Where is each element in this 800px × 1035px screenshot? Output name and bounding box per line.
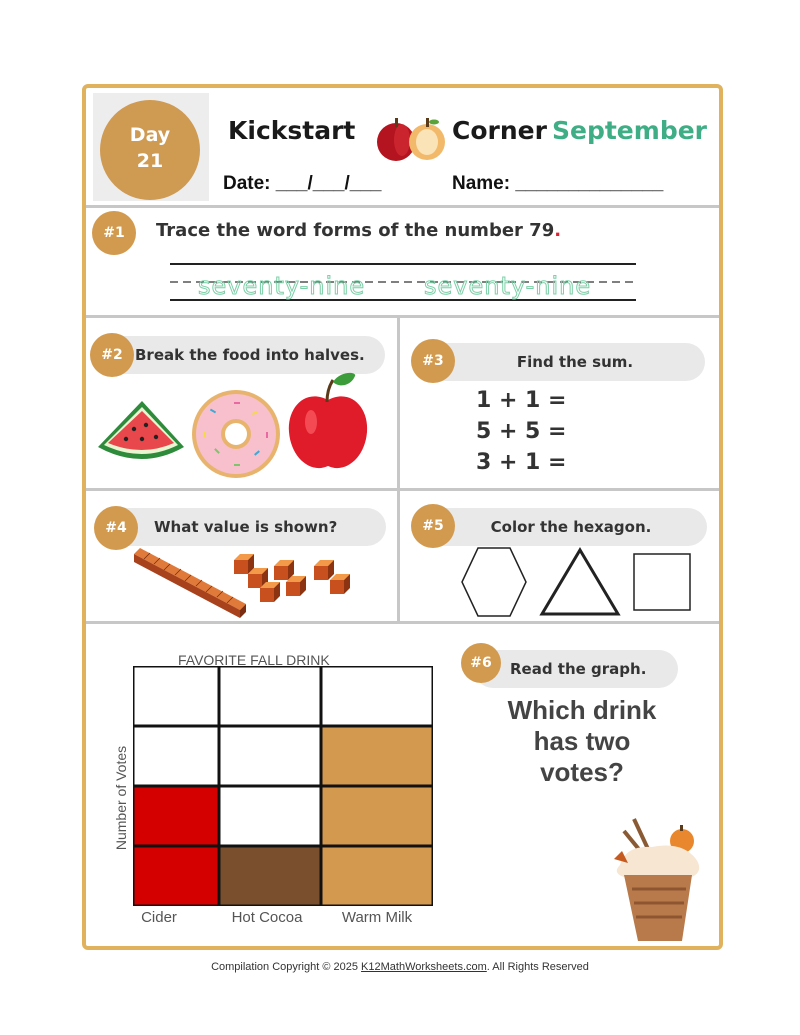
bar-chart — [133, 666, 433, 906]
question-line: votes? — [540, 757, 624, 787]
question-line: Which drink — [507, 695, 657, 725]
bar-cell-warm-milk — [321, 846, 433, 906]
q1-badge: #1 — [92, 211, 136, 255]
base-ten-blocks — [130, 546, 360, 618]
q6-badge: #6 — [461, 643, 501, 683]
q1-prompt-text: Trace the word forms of the number 79 — [156, 220, 555, 241]
day-badge — [100, 100, 200, 200]
date-field[interactable]: Date: ___/___/___ — [223, 173, 382, 194]
trace-word-1[interactable]: seventy-nine — [198, 272, 366, 300]
y-axis-label: Number of Votes — [113, 745, 129, 851]
apple-icon — [372, 114, 448, 164]
hexagon-shape[interactable] — [462, 548, 526, 616]
divider — [397, 318, 400, 621]
footer-link[interactable]: K12MathWorksheets.com — [361, 961, 487, 973]
sum-problem-3: 3 + 1 = — [476, 450, 567, 475]
q6-prompt: Read the graph. — [474, 650, 678, 688]
latte-drink-icon — [612, 815, 704, 945]
q1-prompt — [156, 220, 561, 241]
sum-problem-1: 1 + 1 = — [476, 388, 567, 413]
divider — [86, 488, 719, 491]
bar-cell-warm-milk — [321, 726, 433, 786]
bar-cell-warm-milk — [321, 786, 433, 846]
name-field[interactable]: Name: ______________ — [452, 173, 664, 194]
title-kickstart: Kickstart — [228, 116, 356, 145]
q1-prompt-end: . — [554, 220, 562, 241]
q4-prompt: What value is shown? — [108, 508, 386, 546]
q5-prompt: Color the hexagon. — [425, 508, 707, 546]
title-month: September — [552, 116, 707, 145]
q4-badge: #4 — [94, 506, 138, 550]
donut-icon — [190, 388, 282, 480]
square-shape[interactable] — [634, 554, 690, 610]
q2-prompt: Break the food into halves. — [100, 336, 385, 374]
q3-badge: #3 — [411, 339, 455, 383]
q5-badge: #5 — [411, 504, 455, 548]
day-label: Day — [129, 124, 171, 146]
apple-icon — [285, 370, 371, 474]
ones-cubes-icon — [234, 554, 350, 602]
q3-prompt: Find the sum. — [425, 343, 705, 381]
divider — [86, 315, 719, 318]
trace-word-2[interactable]: seventy-nine — [424, 272, 592, 300]
graph-title: FAVORITE FALL DRINK — [178, 652, 330, 668]
footer-text: Compilation Copyright © 2025 — [211, 961, 362, 973]
x-label-hot-cocoa: Hot Cocoa — [231, 909, 303, 926]
watermelon-icon — [94, 395, 188, 467]
shapes-row — [460, 546, 696, 618]
copyright-footer — [0, 961, 800, 973]
sum-problem-2: 5 + 5 = — [476, 419, 567, 444]
bar-cell-hot-cocoa — [219, 846, 321, 906]
bar-cell-cider — [133, 786, 219, 846]
bar-cell-cider — [133, 846, 219, 906]
footer-text-end: . All Rights Reserved — [486, 961, 589, 973]
q6-question — [490, 695, 674, 788]
x-label-cider: Cider — [141, 909, 177, 926]
x-label-warm-milk: Warm Milk — [341, 909, 413, 926]
question-line: has two — [533, 726, 631, 756]
tens-rod-icon — [134, 548, 246, 618]
q2-badge: #2 — [90, 333, 134, 377]
triangle-shape[interactable] — [542, 550, 618, 614]
divider — [86, 621, 719, 624]
title-corner: Corner — [452, 116, 547, 145]
day-number: 21 — [136, 150, 164, 172]
divider — [86, 205, 719, 208]
